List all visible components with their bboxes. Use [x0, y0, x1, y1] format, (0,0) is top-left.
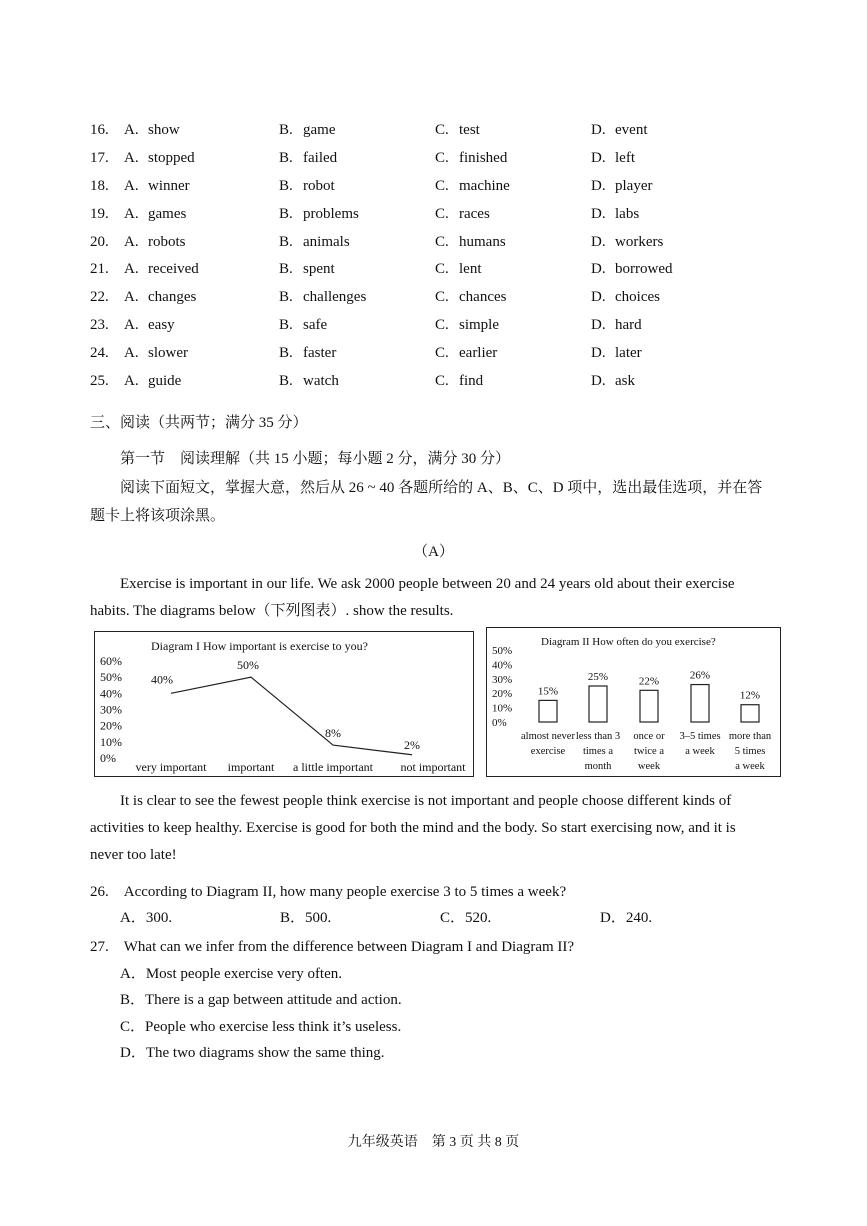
- option-text: finished: [459, 150, 508, 166]
- option-text: games: [148, 206, 187, 222]
- option-text: guide: [148, 373, 182, 389]
- option-text: problems: [303, 206, 359, 222]
- answer-option[interactable]: [124, 150, 195, 167]
- data-label: 40%: [151, 672, 173, 687]
- option-letter: D.: [591, 234, 606, 250]
- option-text: machine: [459, 178, 510, 194]
- diagram-1: [94, 631, 474, 777]
- answer-option[interactable]: [435, 150, 507, 167]
- x-tick-label: times a: [582, 746, 614, 757]
- option-text: lent: [459, 261, 482, 277]
- y-tick-label: 50%: [492, 645, 513, 657]
- diagram-2: [486, 627, 781, 777]
- question-row: [0, 206, 867, 234]
- option-text: slower: [148, 345, 188, 361]
- option-text: labs: [615, 206, 640, 222]
- q27-option-a[interactable]: A．Most people exercise very often.: [120, 966, 343, 982]
- option-letter: A.: [124, 122, 139, 138]
- data-label: 8%: [325, 726, 341, 741]
- bar: [741, 705, 759, 722]
- option-letter: C.: [435, 317, 449, 333]
- x-tick-label: less than 3: [575, 731, 621, 742]
- answer-option[interactable]: [279, 150, 337, 167]
- question-row: [0, 150, 867, 178]
- option-letter: D.: [591, 150, 606, 166]
- option-text: event: [615, 122, 648, 138]
- series-line: [171, 677, 412, 755]
- x-tick-label: a week: [735, 761, 765, 772]
- chart-title: Diagram I How important is exercise to you?: [151, 639, 368, 653]
- option-letter: B.: [279, 178, 293, 194]
- answer-option[interactable]: [591, 150, 635, 167]
- answer-option[interactable]: [279, 317, 327, 334]
- option-letter: A.: [124, 317, 139, 333]
- option-letter: B.: [279, 261, 293, 277]
- option-letter: D.: [591, 289, 606, 305]
- option-letter: C.: [435, 261, 449, 277]
- answer-option[interactable]: [124, 373, 181, 390]
- option-text: simple: [459, 317, 499, 333]
- passage-intro: Exercise is important in our life. We ask 2000 people between 20 and 24 years old about their exercise habits. The diagrams below（下列图表）. show the results.: [90, 576, 735, 619]
- x-tick-label: important: [227, 760, 275, 774]
- question-row: [0, 317, 867, 345]
- y-tick-label: 30%: [100, 702, 122, 717]
- option-letter: B.: [279, 206, 293, 222]
- answer-option[interactable]: [279, 206, 359, 223]
- option-text: winner: [148, 178, 190, 194]
- question-row: [0, 345, 867, 373]
- answer-option[interactable]: [124, 261, 199, 278]
- option-letter: D.: [591, 122, 606, 138]
- option-letter: B.: [279, 122, 293, 138]
- option-letter: B.: [279, 345, 293, 361]
- option-text: challenges: [303, 289, 367, 305]
- q26-option-b[interactable]: B．500.: [280, 910, 332, 926]
- bar: [640, 690, 658, 722]
- option-letter: A.: [124, 150, 139, 166]
- option-letter: D.: [591, 178, 606, 194]
- q26-option-a[interactable]: A．300.: [120, 910, 173, 926]
- answer-option[interactable]: [435, 206, 490, 223]
- bar: [539, 700, 557, 722]
- y-tick-label: 10%: [492, 702, 513, 715]
- option-letter: B.: [279, 317, 293, 333]
- answer-option[interactable]: [279, 234, 350, 251]
- answer-option[interactable]: [279, 373, 339, 390]
- x-tick-label: more than: [728, 731, 772, 742]
- data-label: 12%: [739, 689, 761, 702]
- option-text: received: [148, 261, 199, 277]
- passage-label: （A）: [413, 544, 454, 560]
- reading-instructions: 阅读下面短文，掌握大意，然后从 26 ~ 40 各题所给的 A、B、C、D 项中，选出最佳选项，并在答题卡上将该项涂黑。: [90, 480, 763, 524]
- option-text: hard: [615, 317, 642, 333]
- option-letter: C.: [435, 150, 449, 166]
- option-letter: D.: [591, 206, 606, 222]
- option-text: left: [615, 150, 635, 166]
- option-letter: D.: [591, 345, 606, 361]
- option-text: find: [459, 373, 484, 389]
- y-tick-label: 40%: [492, 659, 513, 672]
- q27-option-c[interactable]: C．People who exercise less think it’s useless.: [120, 1019, 402, 1035]
- question-row: [0, 289, 867, 317]
- x-tick-label: very important: [135, 760, 207, 774]
- y-tick-label: 0%: [100, 751, 116, 765]
- answer-option[interactable]: [279, 261, 335, 278]
- option-text: watch: [303, 373, 339, 389]
- answer-option[interactable]: [124, 289, 196, 306]
- bar: [589, 686, 607, 722]
- option-letter: A.: [124, 261, 139, 277]
- answer-option[interactable]: [124, 178, 190, 195]
- option-letter: D.: [591, 373, 606, 389]
- x-tick-label: a little important: [293, 760, 373, 774]
- y-tick-label: 0%: [492, 717, 507, 729]
- option-text: test: [459, 122, 480, 138]
- option-text: faster: [303, 345, 337, 361]
- x-tick-label: exercise: [530, 746, 566, 757]
- answer-option[interactable]: [435, 234, 506, 251]
- option-letter: C.: [435, 373, 449, 389]
- answer-option[interactable]: [279, 345, 336, 362]
- option-text: earlier: [459, 345, 498, 361]
- option-letter: A.: [124, 234, 139, 250]
- answer-option[interactable]: [279, 289, 366, 306]
- option-letter: C.: [435, 178, 449, 194]
- option-letter: B.: [279, 234, 293, 250]
- answer-option[interactable]: [435, 261, 482, 278]
- question-number: 17.: [90, 150, 109, 166]
- diagram-1-chart: [95, 632, 473, 776]
- q27-option-b[interactable]: B．There is a gap between attitude and action.: [120, 992, 402, 1008]
- data-label: 26%: [689, 669, 711, 682]
- option-text: robot: [303, 178, 335, 194]
- answer-option[interactable]: [591, 289, 660, 306]
- option-text: safe: [303, 317, 328, 333]
- question-row: [0, 261, 867, 289]
- y-tick-label: 30%: [492, 673, 513, 686]
- x-tick-label: twice a: [633, 746, 665, 757]
- answer-option[interactable]: [124, 122, 180, 139]
- option-text: game: [303, 122, 336, 138]
- option-letter: B.: [279, 150, 293, 166]
- option-letter: A.: [124, 206, 139, 222]
- section-title: 三、阅读（共两节；满分 35 分）: [90, 415, 308, 431]
- answer-option[interactable]: [435, 122, 480, 139]
- option-letter: C.: [435, 289, 449, 305]
- question-number: 16.: [90, 122, 109, 138]
- option-text: ask: [615, 373, 635, 389]
- q27-stem: 27. What can we infer from the difference between Diagram I and Diagram II?: [90, 939, 575, 955]
- option-letter: C.: [435, 345, 449, 361]
- x-tick-label: week: [637, 761, 661, 772]
- part-title: 第一节 阅读理解（共 15 小题；每小题 2 分，满分 30 分）: [120, 451, 511, 467]
- x-tick-label: a week: [685, 746, 715, 757]
- answer-option[interactable]: [591, 234, 663, 251]
- option-letter: A.: [124, 178, 139, 194]
- answer-option[interactable]: [435, 317, 499, 334]
- question-row: [0, 373, 867, 401]
- option-text: stopped: [148, 150, 195, 166]
- answer-option[interactable]: [279, 122, 335, 139]
- answer-option[interactable]: [591, 317, 642, 334]
- question-number: 22.: [90, 289, 109, 305]
- data-label: 2%: [404, 737, 420, 752]
- option-letter: C.: [435, 206, 449, 222]
- x-tick-label: once or: [633, 731, 665, 742]
- option-text: borrowed: [615, 261, 673, 277]
- x-tick-label: not important: [400, 760, 466, 774]
- option-text: later: [615, 345, 642, 361]
- question-number: 20.: [90, 234, 109, 250]
- option-letter: B.: [279, 373, 293, 389]
- question-number: 23.: [90, 317, 109, 333]
- option-letter: D.: [591, 317, 606, 333]
- question-row: [0, 122, 867, 150]
- option-text: races: [459, 206, 490, 222]
- x-tick-label: almost never: [521, 731, 575, 742]
- option-letter: A.: [124, 345, 139, 361]
- answer-option[interactable]: [591, 122, 647, 139]
- answer-option[interactable]: [124, 317, 175, 334]
- chart-title: Diagram II How often do you exercise?: [541, 636, 716, 648]
- option-text: animals: [303, 234, 350, 250]
- option-letter: B.: [279, 289, 293, 305]
- bar: [691, 685, 709, 722]
- option-text: robots: [148, 234, 186, 250]
- question-number: 25.: [90, 373, 109, 389]
- answer-option[interactable]: [279, 178, 335, 195]
- question-number: 24.: [90, 345, 109, 361]
- diagram-2-chart: [487, 628, 780, 776]
- option-letter: A.: [124, 289, 139, 305]
- data-label: 15%: [537, 685, 559, 698]
- question-number: 18.: [90, 178, 109, 194]
- answer-option[interactable]: [435, 345, 497, 362]
- page-footer: 九年级英语 第 3 页 共 8 页: [347, 1135, 520, 1150]
- data-label: 22%: [638, 675, 660, 688]
- answer-option[interactable]: [591, 178, 652, 195]
- y-tick-label: 20%: [100, 718, 122, 733]
- answer-option[interactable]: [435, 289, 506, 306]
- answer-option[interactable]: [435, 373, 483, 390]
- question-row: [0, 234, 867, 262]
- answer-option[interactable]: [591, 345, 642, 362]
- option-letter: C.: [435, 122, 449, 138]
- y-tick-label: 10%: [100, 734, 122, 749]
- y-tick-label: 40%: [100, 686, 122, 701]
- question-number: 19.: [90, 206, 109, 222]
- x-tick-label: 3–5 times: [679, 731, 721, 742]
- option-text: player: [615, 178, 653, 194]
- option-text: changes: [148, 289, 197, 305]
- option-text: easy: [148, 317, 175, 333]
- option-text: choices: [615, 289, 660, 305]
- data-label: 25%: [587, 671, 609, 683]
- q26-stem: 26. According to Diagram II, how many people exercise 3 to 5 times a week?: [90, 884, 567, 900]
- data-label: 50%: [237, 658, 259, 673]
- question-row: [0, 178, 867, 206]
- answer-option[interactable]: [591, 261, 672, 278]
- answer-option[interactable]: [435, 178, 510, 195]
- answer-option[interactable]: [124, 206, 186, 223]
- passage-conclusion: It is clear to see the fewest people think exercise is not important and people choose different kinds of activities to keep healthy. Exercise is good for both the mind and the body. So start exercising now, and it is never too late!: [90, 793, 736, 863]
- answer-option[interactable]: [124, 345, 188, 362]
- q26-option-c[interactable]: C．520.: [440, 910, 492, 926]
- option-letter: A.: [124, 373, 139, 389]
- q27-option-d[interactable]: D．The two diagrams show the same thing.: [120, 1045, 385, 1061]
- option-text: chances: [459, 289, 507, 305]
- q26-option-d[interactable]: D．240.: [600, 910, 653, 926]
- answer-option[interactable]: [591, 206, 639, 223]
- option-letter: C.: [435, 234, 449, 250]
- y-tick-label: 60%: [100, 654, 122, 668]
- y-tick-label: 50%: [100, 670, 122, 685]
- x-tick-label: month: [584, 761, 612, 772]
- question-number: 21.: [90, 261, 109, 277]
- answer-option[interactable]: [124, 234, 186, 251]
- option-text: failed: [303, 150, 338, 166]
- option-text: humans: [459, 234, 506, 250]
- answer-option[interactable]: [591, 373, 635, 390]
- option-letter: D.: [591, 261, 606, 277]
- y-tick-label: 20%: [492, 688, 513, 701]
- option-text: workers: [615, 234, 664, 250]
- option-text: show: [148, 122, 180, 138]
- x-tick-label: 5 times: [734, 746, 766, 757]
- option-text: spent: [303, 261, 335, 277]
